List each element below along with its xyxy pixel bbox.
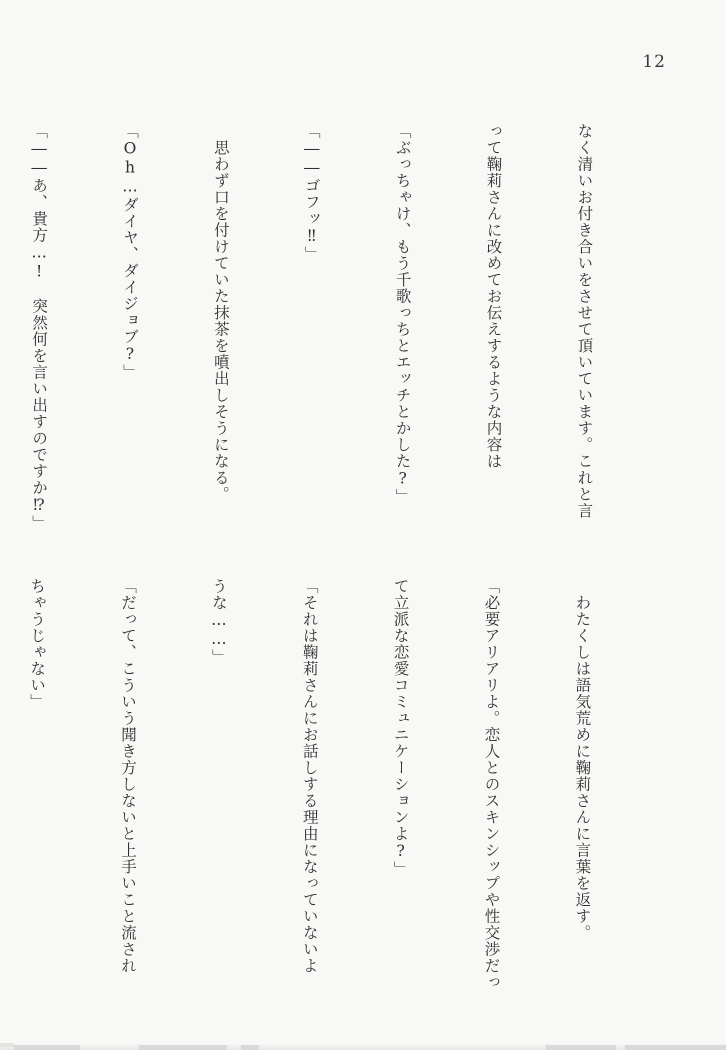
scan-edge-segment — [139, 1045, 227, 1050]
text-line: て立派な恋愛コミュニケーションよ?」 — [391, 578, 410, 878]
text-line: 「ぶっちゃけ、もう千歌っちとエッチとかした?」 — [393, 123, 412, 505]
text-line: 「――あ、貴方…! 突然何を言い出すのですか⁉」 — [30, 123, 49, 532]
text-line: ちゃうじゃない」 — [28, 578, 47, 710]
scan-edge-segment — [625, 1045, 726, 1050]
text-line: 「Oh…ダイヤ、ダイジョブ?」 — [120, 123, 139, 381]
text-line: って鞠莉さんに改めてお伝えするような内容は — [484, 123, 503, 470]
scan-edge-segment — [546, 1045, 616, 1050]
page-number: 12 — [642, 52, 666, 72]
text-line: 「だって、こういう聞き方しないと上手いこと流され — [118, 578, 137, 974]
text-line: 思わず口を付けていた抹茶を噴出しそうになる。 — [211, 123, 230, 503]
scan-edge-segment — [0, 1043, 14, 1047]
text-line: わたくしは語気荒めに鞠莉さんに言葉を返す。 — [573, 578, 592, 941]
text-line: 「必要アリアリよ。恋人とのスキンシップや性交渉だっ — [482, 578, 501, 991]
scan-edge — [0, 1043, 726, 1050]
text-line: うな……」 — [209, 578, 228, 666]
scan-edge-segment — [241, 1045, 259, 1050]
text-line: 「それは鞠莉さんにお話しする理由になっていないよ — [300, 578, 319, 974]
text-line: なく清いお付き合いをさせて頂いています。これと言 — [575, 123, 594, 519]
text-block-lower — [0, 578, 658, 1002]
text-block-upper — [0, 123, 660, 543]
scan-edge-segment — [14, 1045, 80, 1050]
text-line: 「――ゴフッ‼」 — [302, 123, 321, 263]
